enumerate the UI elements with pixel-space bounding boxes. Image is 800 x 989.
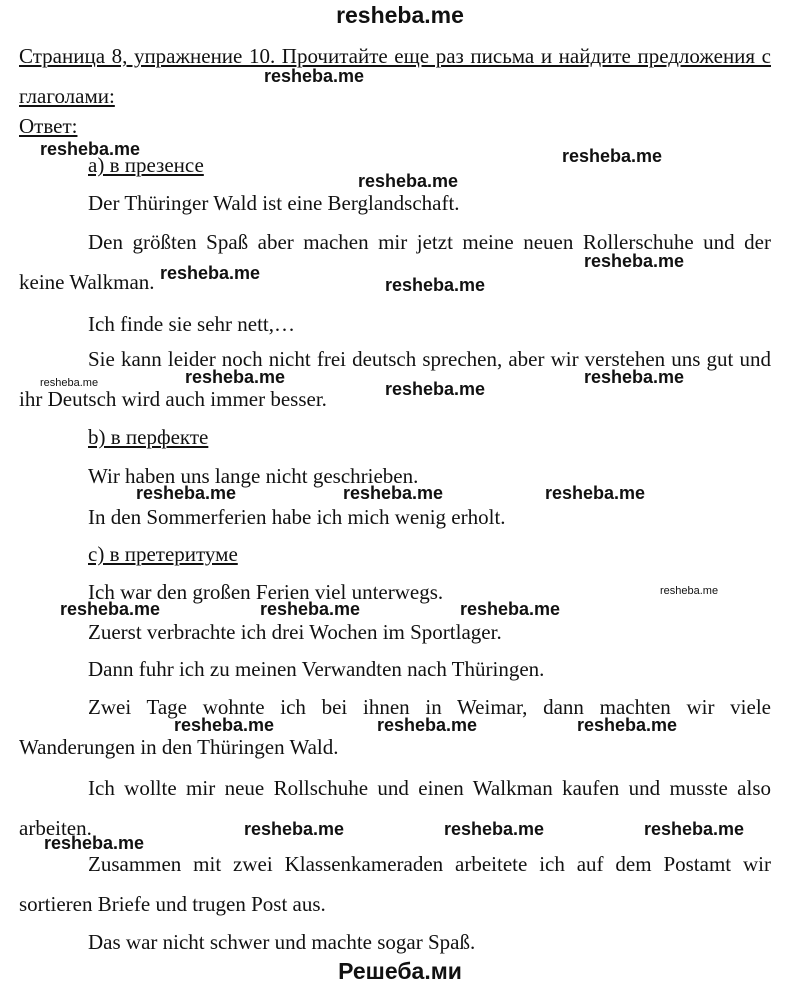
- sentence-c5: Ich wollte mir neue Rollschuhe und einen Walkman kaufen und musste also arbeiten.: [19, 776, 771, 840]
- site-header: resheba.me: [336, 2, 464, 28]
- sentence-c2: Zuerst verbrachte ich drei Wochen im Sportlager.: [88, 620, 502, 644]
- watermark: resheba.me: [460, 599, 561, 619]
- watermark: resheba.me: [377, 715, 478, 735]
- sentence-c7: Das war nicht schwer und machte sogar Spaß.: [88, 930, 476, 954]
- section-a-title: а) в презенсе: [88, 153, 204, 177]
- watermark: resheba.me: [40, 139, 141, 159]
- task-statement: Страница 8, упражнение 10. Прочитайте еще раз письма и найдите предложения с глаголами:: [19, 44, 771, 108]
- watermark: resheba.me: [343, 483, 444, 503]
- watermark: resheba.me: [60, 599, 161, 619]
- watermark: resheba.me: [584, 251, 685, 271]
- watermark: resheba.me: [160, 263, 261, 283]
- sentence-c3: Dann fuhr ich zu meinen Verwandten nach Thüringen.: [88, 657, 545, 681]
- watermark: resheba.me: [444, 819, 545, 839]
- sentence-a3: Ich finde sie sehr nett,…: [88, 312, 296, 336]
- answer-label: Ответ:: [19, 114, 78, 138]
- sentence-c6: Zusammen mit zwei Klassenkameraden arbeitete ich auf dem Postamt wir sortieren Briefe und trugen Post aus.: [19, 852, 771, 916]
- watermark: resheba.me: [385, 275, 486, 295]
- watermark: resheba.me: [660, 585, 719, 597]
- watermark: resheba.me: [244, 819, 345, 839]
- watermark: resheba.me: [385, 379, 486, 399]
- watermark: resheba.me: [44, 833, 145, 853]
- watermark: resheba.me: [40, 377, 99, 389]
- watermark: resheba.me: [545, 483, 646, 503]
- sentence-c4: Zwei Tage wohnte ich bei ihnen in Weimar, dann machten wir viele Wanderungen in den Thüringen Wald.: [19, 695, 771, 759]
- watermark: resheba.me: [174, 715, 275, 735]
- site-footer: Решеба.ми: [338, 958, 462, 984]
- sentence-a4: Sie kann leider noch nicht frei deutsch sprechen, aber wir verstehen uns gut und ihr Deutsch wird auch immer besser.: [19, 347, 771, 411]
- sentence-b1: Wir haben uns lange nicht geschrieben.: [88, 464, 419, 488]
- sentence-a1: Der Thüringer Wald ist eine Berglandschaft.: [88, 191, 460, 215]
- section-b-title: b) в перфекте: [88, 425, 209, 449]
- watermark: resheba.me: [264, 66, 365, 86]
- watermark: resheba.me: [577, 715, 678, 735]
- sentence-b2: In den Sommerferien habe ich mich wenig erholt.: [88, 505, 506, 529]
- sentence-a2: Den größten Spaß aber machen mir jetzt meine neuen Rollerschuhe und der keine Walkman.: [19, 230, 771, 294]
- section-c-title: с) в претеритуме: [88, 542, 238, 566]
- watermark: resheba.me: [562, 146, 663, 166]
- watermark: resheba.me: [358, 171, 459, 191]
- watermark: resheba.me: [260, 599, 361, 619]
- sentence-c1: Ich war den großen Ferien viel unterwegs.: [88, 580, 444, 604]
- watermark: resheba.me: [584, 367, 685, 387]
- watermark: resheba.me: [185, 367, 286, 387]
- watermark: resheba.me: [644, 819, 745, 839]
- watermark: resheba.me: [136, 483, 237, 503]
